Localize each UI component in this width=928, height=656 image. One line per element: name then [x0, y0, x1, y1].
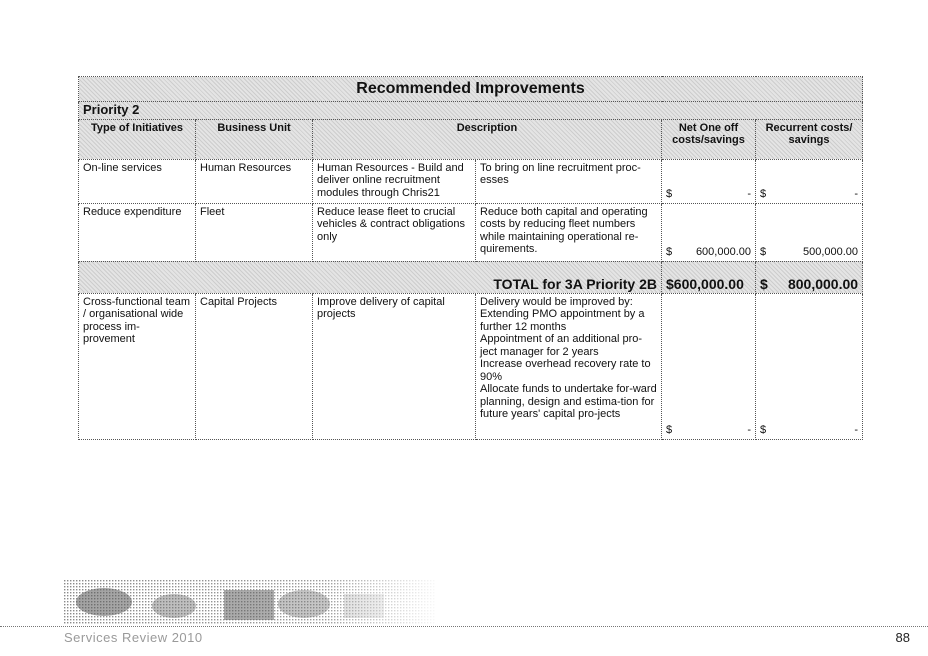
cell-unit: Capital Projects	[196, 293, 313, 439]
header-net: Net One off costs/savings	[662, 119, 756, 159]
footer-title: Services Review 2010	[64, 630, 203, 645]
table-row	[79, 293, 863, 439]
desc-line: Delivery would be improved by:	[480, 295, 633, 308]
cell-desc1: Improve delivery of capital projects	[313, 293, 476, 439]
cell-unit: Human Resources	[196, 159, 313, 203]
cell-type: On-line services	[79, 159, 196, 203]
header-unit: Business Unit	[196, 119, 313, 159]
amount: -	[747, 188, 751, 200]
amount: 500,000.00	[802, 246, 859, 258]
table-title: Recommended Improvements	[79, 77, 863, 102]
table-row	[79, 159, 863, 203]
page-number: 88	[895, 630, 910, 645]
total-label: TOTAL for 3A Priority 2B	[79, 261, 662, 293]
currency-symbol: $	[666, 188, 673, 200]
cell-desc2	[476, 293, 662, 439]
currency-symbol: $	[666, 246, 673, 258]
amount: -	[747, 424, 751, 436]
recommended-improvements-table-wrap	[78, 76, 862, 440]
cell-desc2: Reduce both capital and operating costs by reducing fleet numbers while maintaining operational re-quirements.	[476, 203, 662, 261]
recommended-improvements-table	[78, 76, 863, 440]
currency-symbol: $	[760, 424, 767, 436]
cell-desc1: Human Resources - Build and deliver online recruitment modules through Chris21	[313, 159, 476, 203]
currency-symbol: $	[666, 424, 673, 436]
desc-line: Increase overhead recovery rate to 90%	[480, 358, 651, 383]
cell-desc2: To bring on line recruitment proc-esses	[476, 159, 662, 203]
currency-symbol: $	[760, 276, 768, 292]
currency-symbol: $	[760, 188, 767, 200]
cell-desc1: Reduce lease fleet to crucial vehicles & contract obligations only	[313, 203, 476, 261]
cell-type: Reduce expenditure	[79, 203, 196, 261]
cell-type: Cross-functional team / organisational wide process im-provement	[79, 293, 196, 439]
cell-recurrent	[756, 293, 863, 439]
cell-recurrent	[756, 159, 863, 203]
currency-symbol: $	[760, 246, 767, 258]
amount: -	[854, 424, 859, 436]
cell-recurrent	[756, 203, 863, 261]
desc-line: Allocate funds to undertake for-ward planning, design and estima-tion for future years' capital pro-jects	[480, 383, 657, 420]
cell-unit: Fleet	[196, 203, 313, 261]
total-net: $600,000.00	[662, 261, 756, 293]
total-row	[79, 261, 863, 293]
priority-label: Priority 2	[79, 102, 863, 120]
desc-line: Extending PMO appointment by a further 12 months	[480, 308, 645, 333]
desc-line: Appointment of an additional pro-ject manager for 2 years	[480, 333, 643, 358]
footer-divider	[0, 626, 928, 627]
amount: -	[854, 188, 859, 200]
total-recurrent	[756, 261, 863, 293]
header-recurrent: Recurrent costs/ savings	[756, 119, 863, 159]
footer-photo-banner	[64, 580, 436, 624]
cell-net	[662, 293, 756, 439]
table-row	[79, 203, 863, 261]
amount: 600,000.00	[695, 246, 751, 258]
amount: 800,000.00	[787, 276, 859, 292]
cell-net	[662, 159, 756, 203]
cell-net	[662, 203, 756, 261]
header-type: Type of Initiatives	[79, 119, 196, 159]
header-description: Description	[313, 119, 662, 159]
